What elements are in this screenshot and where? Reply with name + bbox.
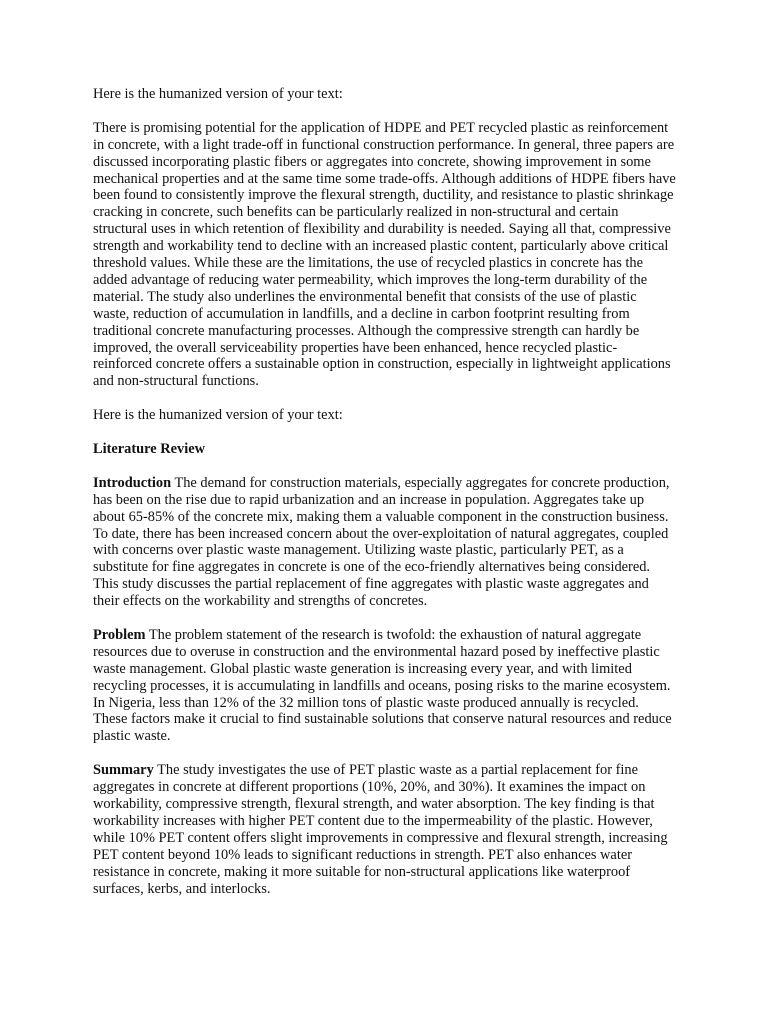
- summary-paragraph: [93, 762, 676, 897]
- problem-lead: Problem: [93, 626, 146, 643]
- intro-line-1: Here is the humanized version of your text:: [93, 86, 343, 102]
- summary-lead: Summary: [93, 762, 154, 779]
- summary-text: The study investigates the use of PET plastic waste as a partial replacement for fine aggregates in concrete at different proportions (10%, 20%, and 30%). It examines the impact on workability, compressive strength, flexural strength, and water absorption. The key finding is that workability increases with higher PET content due to the impermeability of the plastic. However, while 10% PET content offers slight improvements in compressive and flexural strength, increasing PET content beyond 10% leads to significant reductions in strength. PET also enhances water resistance in concrete, making it more suitable for non-structural applications like waterproof surfaces, kerbs, and interlocks.: [93, 762, 668, 897]
- body-paragraph: There is promising potential for the application of HDPE and PET recycled plastic as reinforcement in concrete, with a light trade-off in functional construction performance. In general, three papers are discussed incorporating plastic fibers or aggregates into concrete, showing improvement in some mechanical properties and at the same time some trade-offs. Although additions of HDPE fibers have been found to consistently improve the flexural strength, ductility, and resistance to plastic shrinkage cracking in concrete, such benefits can be particularly realized in non-structural and certain structural uses in which retention of flexibility and durability is needed. Saying all that, compressive strength and workability tend to decline with an increased plastic content, particularly above critical threshold values. While these are the limitations, the use of recycled plastics in concrete has the added advantage of reducing water permeability, which improves the long-term durability of the material. The study also underlines the environmental benefit that consists of the use of plastic waste, reduction of accumulation in landfills, and a decline in carbon footprint resulting from traditional concrete manufacturing processes. Although the compressive strength can hardly be improved, the overall serviceability properties have been enhanced, hence recycled plastic-reinforced concrete offers a sustainable option in construction, especially in lightweight applications and non-structural functions.: [93, 119, 676, 390]
- document-page: [93, 86, 676, 914]
- intro-line-2: Here is the humanized version of your text:: [93, 407, 343, 424]
- introduction-text: The demand for construction materials, especially aggregates for concrete production, has been on the rise due to rapid urbanization and an increase in population. Aggregates take up about 65-85% of the concrete mix, making them a valuable component in the construction business. To date, there has been increased concern about the over-exploitation of natural aggregates, coupled with concerns over plastic waste management. Utilizing waste plastic, particularly PET, as a substitute for fine aggregates in concrete is one of the eco-friendly alternatives being considered. This study discusses the partial replacement of fine aggregates with plastic waste aggregates and their effects on the workability and strengths of concretes.: [93, 474, 670, 610]
- introduction-paragraph: [93, 475, 676, 610]
- section-heading: Literature Review: [93, 440, 206, 457]
- problem-paragraph: [93, 627, 676, 745]
- problem-text: The problem statement of the research is twofold: the exhaustion of natural aggregate resources due to overuse in construction and the environmental hazard posed by ineffective plastic waste management. Global plastic waste generation is increasing every year, and with limited recycling processes, it is accumulating in landfills and oceans, posing risks to the marine ecosystem. In Nigeria, less than 12% of the 32 million tons of plastic waste produced annually is recycled. These factors make it crucial to find sustainable solutions that conserve natural resources and reduce plastic waste.: [93, 626, 672, 745]
- introduction-lead: Introduction: [93, 474, 172, 491]
